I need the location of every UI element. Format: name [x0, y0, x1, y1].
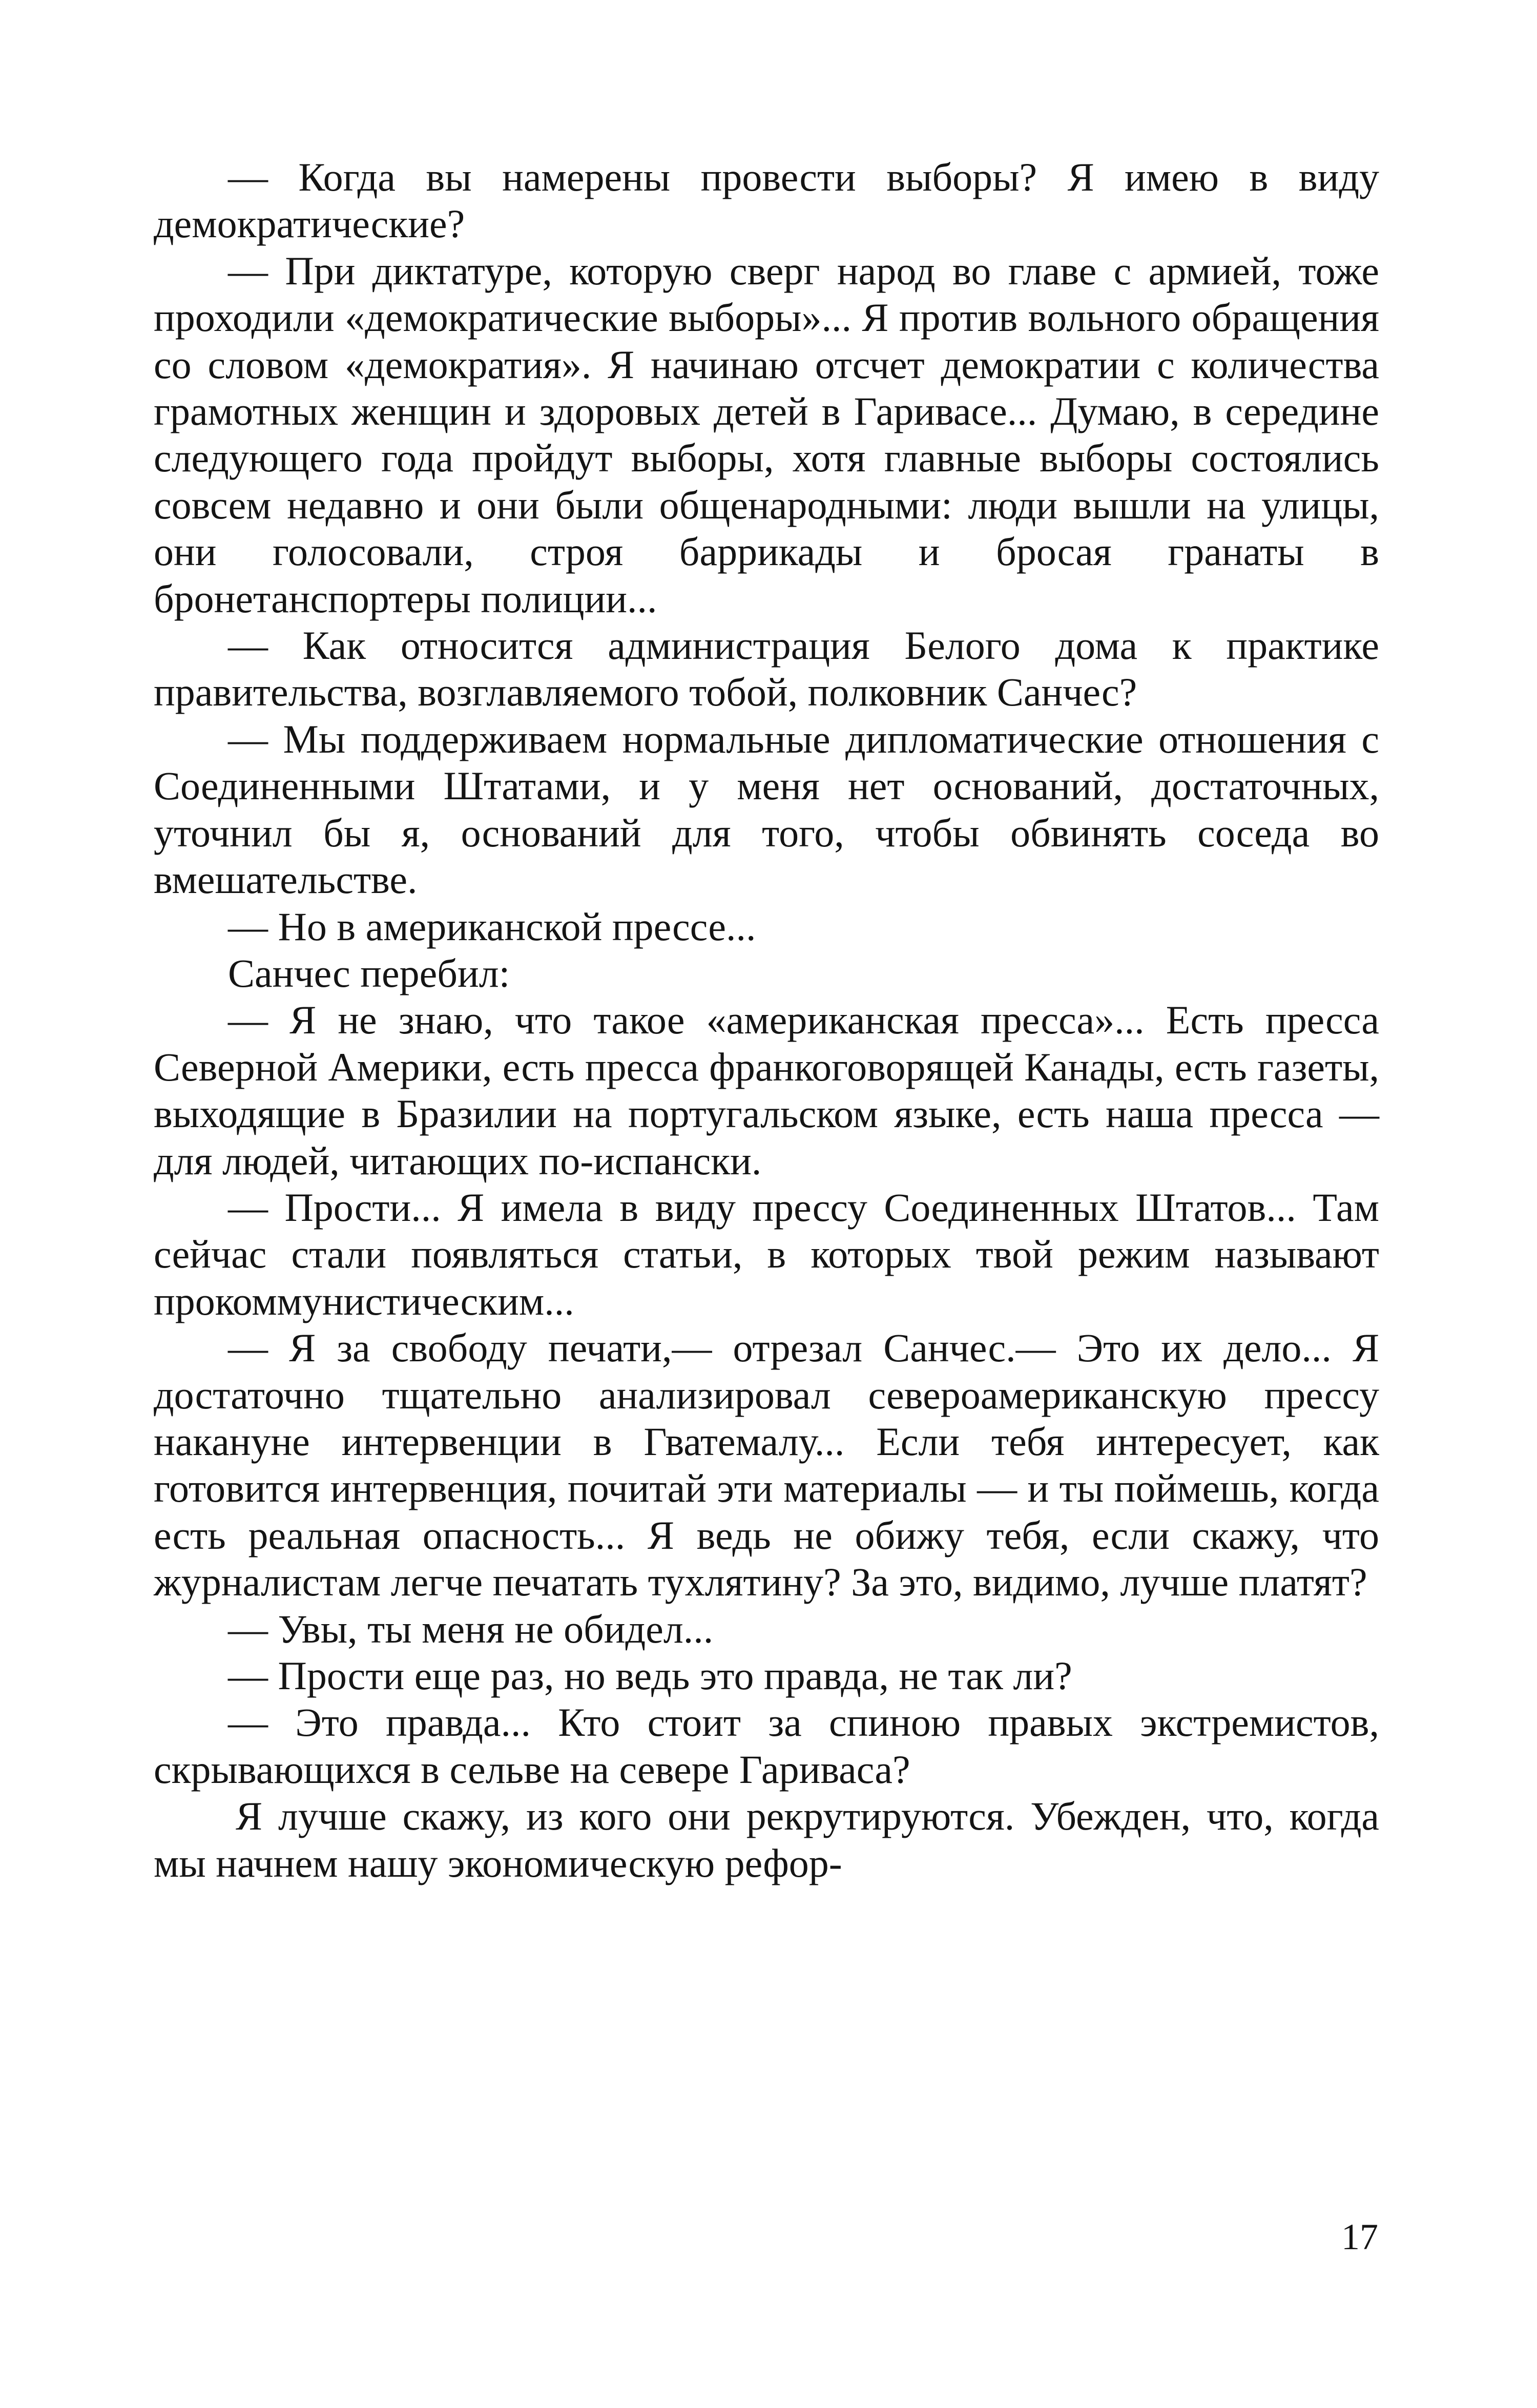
- paragraph-12: — Это правда... Кто стоит за спиною правых экстремистов, скрывающихся в сельве на севере Гариваса?: [154, 1700, 1379, 1792]
- paragraph-11: — Прости еще раз, но ведь это правда, не так ли?: [228, 1653, 1072, 1698]
- paragraph-5: — Но в американской прессе...: [228, 904, 756, 949]
- paragraph-7: — Я не знаю, что такое «американская пресса»... Есть пресса Северной Америки, есть пресса франкоговорящей Канады, есть газеты, выходящие в Бразилии на португальском языке, есть наша пресса — для людей, читающих по-испански.: [154, 998, 1379, 1183]
- paragraph-1: — Когда вы намерены провести выборы? Я имею в виду демократические?: [154, 155, 1379, 246]
- paragraph-10: — Увы, ты меня не обидел...: [228, 1606, 714, 1651]
- page-number: 17: [1341, 2216, 1378, 2257]
- paragraph-6: Санчес перебил:: [228, 950, 510, 995]
- paragraph-3: — Как относится администрация Белого дома к практике правительства, возглавляемого тобой, полковник Санчес?: [154, 623, 1379, 715]
- paragraph-8: — Прости... Я имела в виду прессу Соединенных Штатов... Там сейчас стали появляться статьи, в которых твой режим называют прокоммунистическим...: [154, 1185, 1379, 1323]
- paragraph-13: Я лучше скажу, из кого они рекрутируются. Убежден, что, когда мы начнем нашу экономическую рефор-: [154, 1794, 1379, 1885]
- paragraph-9: — Я за свободу печати,— отрезал Санчес.— Это их дело... Я достаточно тщательно анализировал североамериканскую прессу накануне интервенции в Гватемалу... Если тебя интересует, как готовится интервенция, почитай эти материалы — и ты поймешь, когда есть реальная опасность... Я ведь не обижу тебя, если скажу, что журналистам легче печатать тухлятину? За это, видимо, лучше платят?: [154, 1325, 1379, 1605]
- paragraph-4: — Мы поддерживаем нормальные дипломатические отношения с Соединенными Штатами, и у меня нет оснований, достаточных, уточнил бы я, оснований для того, чтобы обвинять соседа во вмешательстве.: [154, 716, 1379, 902]
- paragraph-2: — При диктатуре, которую сверг народ во главе с армией, тоже проходили «демократические выборы»... Я против вольного обращения со словом «демократия». Я начинаю отсчет демократии с количества грамотных женщин и здоровых детей в Гаривасе... Думаю, в середине следующего года пройдут выборы, хотя главные выборы состоялись совсем недавно и они были общенародными: люди вышли на улицы, они голосовали, строя баррикады и бросая гранаты в бронетанспортеры полиции...: [154, 248, 1379, 621]
- body-text: [154, 154, 1379, 1886]
